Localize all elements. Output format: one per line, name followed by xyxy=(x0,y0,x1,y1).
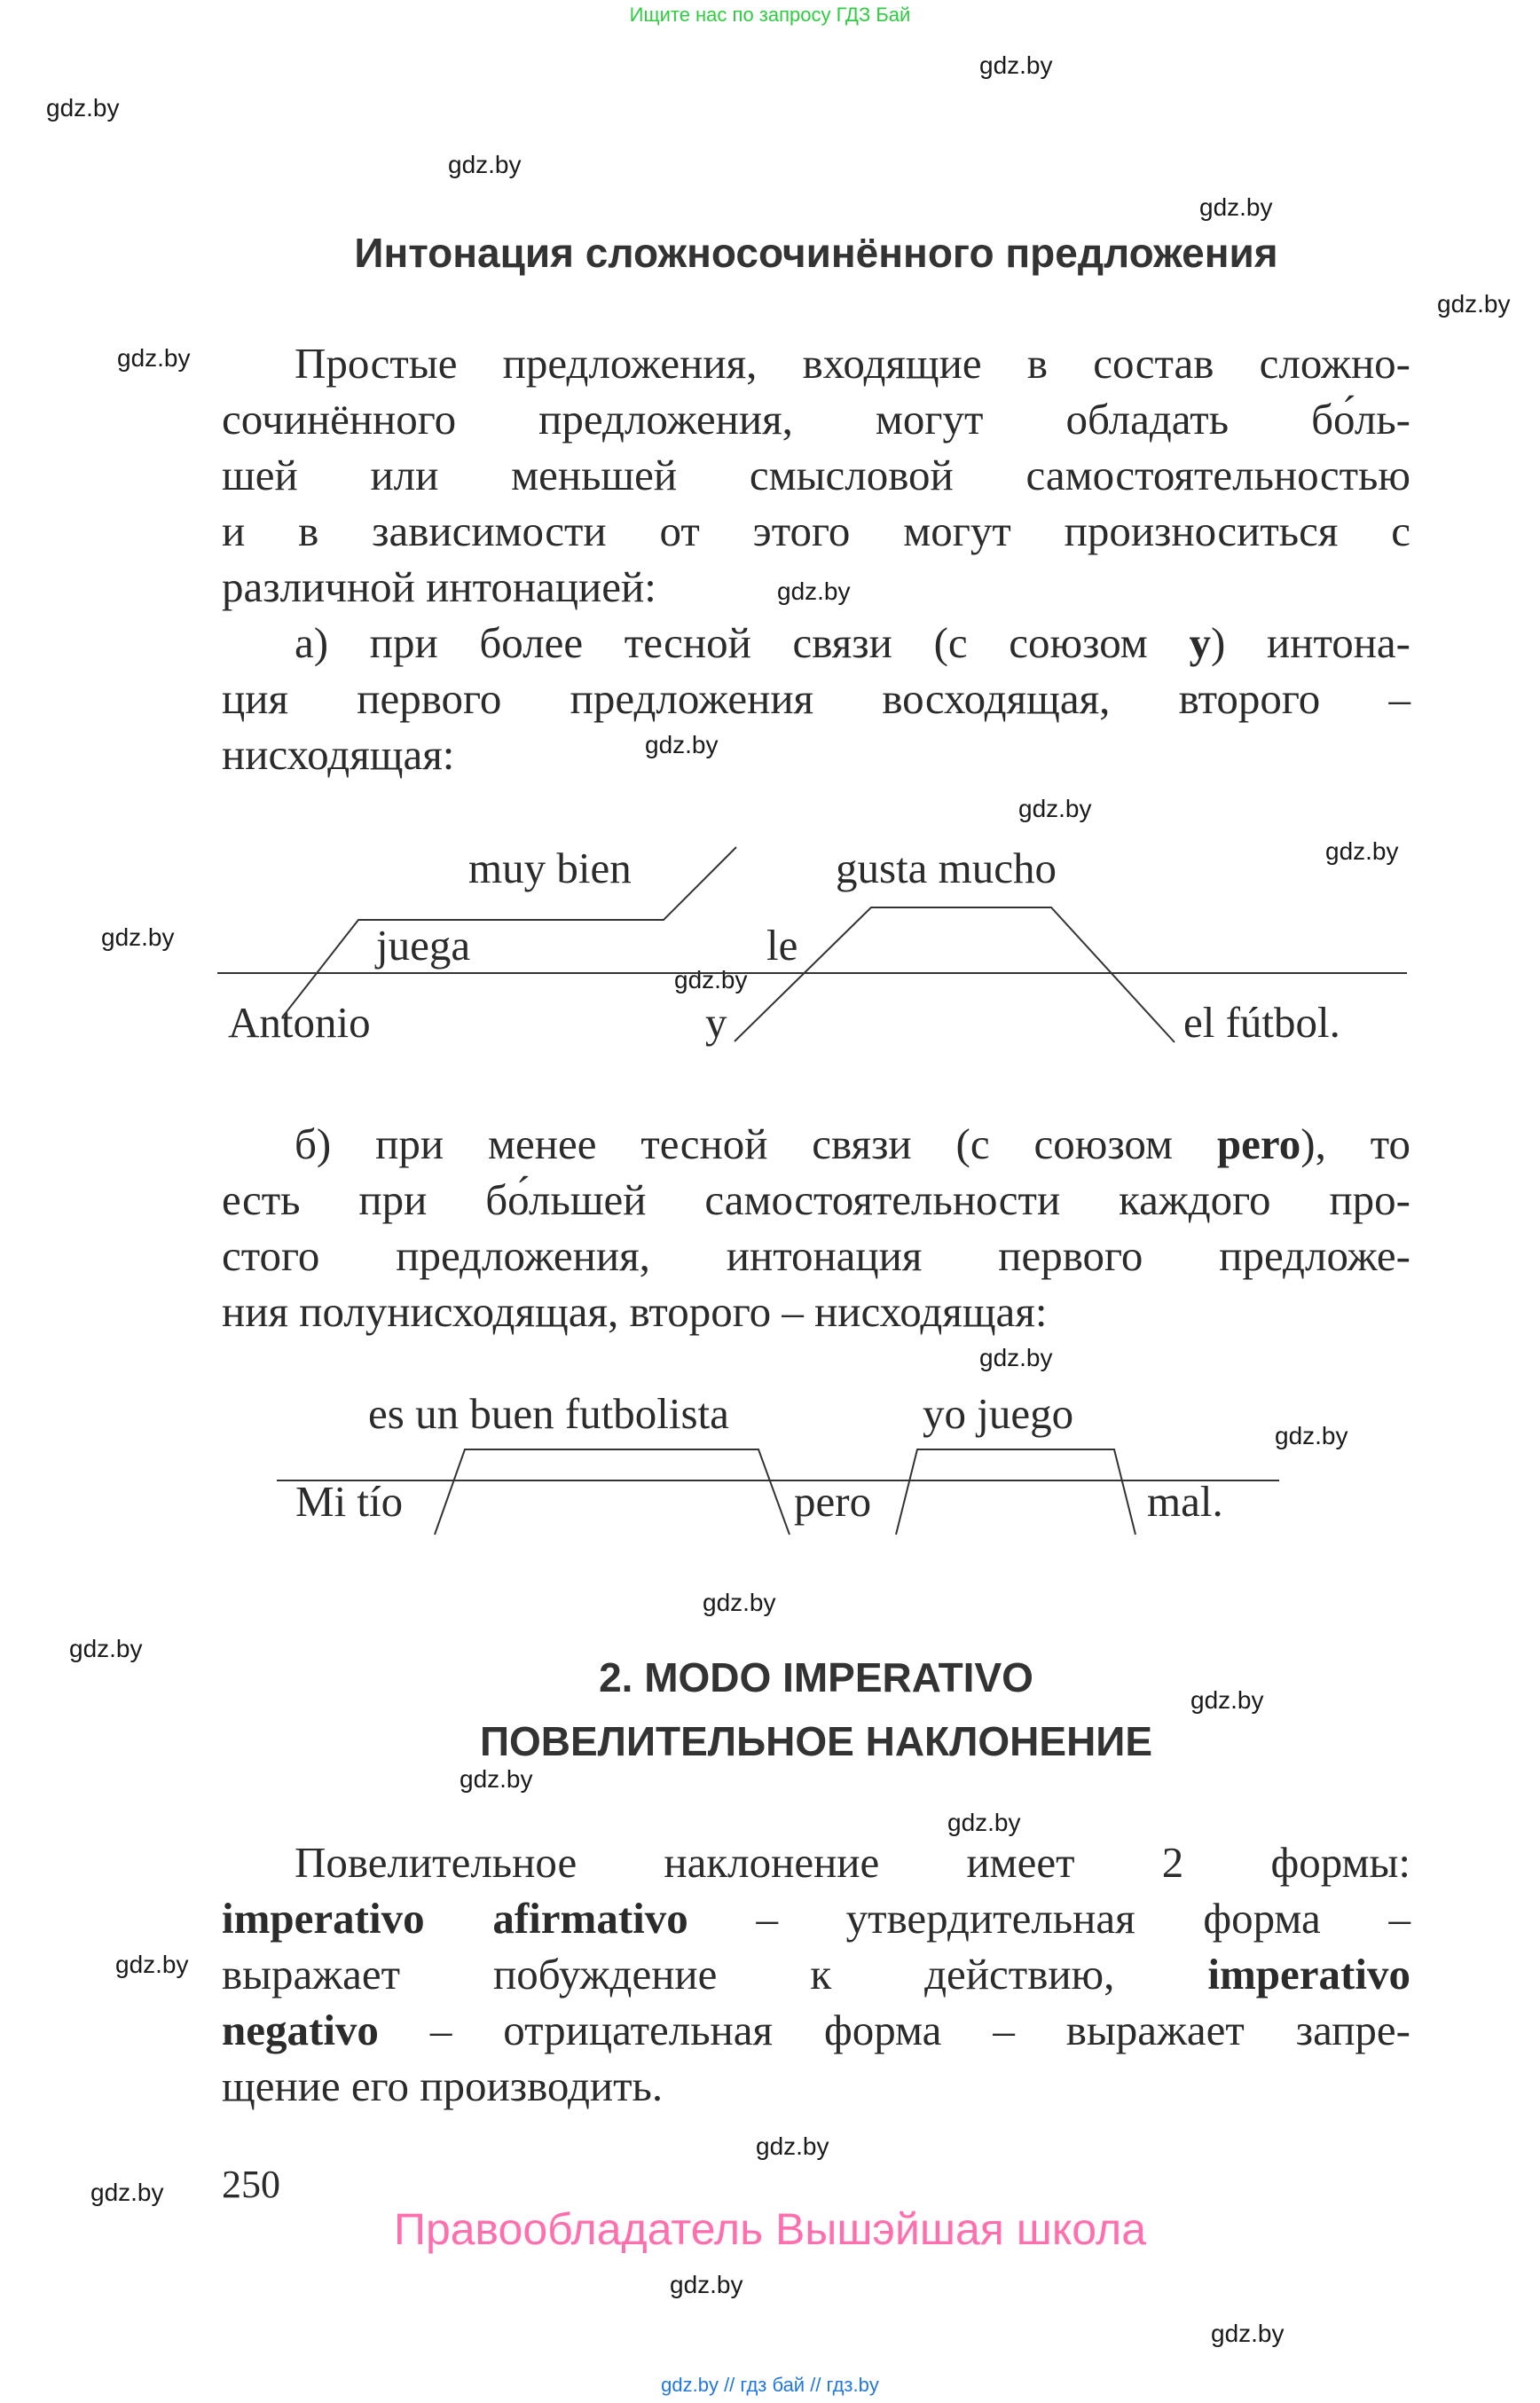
diagram-word: juega xyxy=(376,921,471,970)
text-fragment: выражает побуждение к действию, xyxy=(222,1950,1208,1999)
term-negativo: negativo xyxy=(222,2006,379,2054)
text-line: ция первого предложения восходящая, второго – xyxy=(222,674,1410,723)
text-line xyxy=(222,2002,1410,2058)
watermark: gdz.by xyxy=(756,2132,829,2160)
text-line: сочинённого предложения, могут обладать бо́ль- xyxy=(222,395,1410,444)
watermark: gdz.by xyxy=(979,51,1053,79)
watermark: gdz.by xyxy=(115,1951,189,1978)
watermark: gdz.by xyxy=(1211,2320,1285,2347)
conjunction-pero: pero xyxy=(1216,1119,1301,1168)
text-line: есть при бо́льшей самостоятельности каждого про- xyxy=(222,1175,1410,1224)
watermark: gdz.by xyxy=(46,94,120,122)
watermark: gdz.by xyxy=(777,577,851,605)
rights-holder: Правообладатель Вышэйшая школа xyxy=(394,2204,1146,2254)
term-imperativo-afirmativo: imperativo afirmativo xyxy=(222,1894,688,1943)
watermark: gdz.by xyxy=(90,2179,164,2206)
diagram-word: es un buen futbolista xyxy=(368,1389,729,1438)
text-line xyxy=(222,1946,1410,2002)
text-line: стого предложения, интонация первого предложе- xyxy=(222,1231,1410,1280)
watermark: gdz.by xyxy=(979,1344,1053,1371)
watermark: gdz.by xyxy=(947,1809,1021,1836)
diagram-word: muy bien xyxy=(468,844,632,892)
imperative-paragraph xyxy=(222,1834,1410,2114)
diagram-word: Mi tío xyxy=(295,1477,404,1526)
watermark: gdz.by xyxy=(101,923,175,951)
diagram-word: Antonio xyxy=(228,998,371,1047)
watermark: gdz.by xyxy=(1199,193,1273,221)
text-line: и в зависимости от этого могут произноситься с xyxy=(222,507,1410,555)
watermark: gdz.by xyxy=(703,1589,776,1616)
watermark: gdz.by xyxy=(1190,1686,1264,1714)
text-line: щение его производить. xyxy=(222,2061,664,2110)
conjunction-y: y xyxy=(1189,618,1211,667)
section-number-title: 2. MODO IMPERATIVO xyxy=(599,1654,1033,1700)
diagram-word: le xyxy=(766,921,798,970)
text-fragment: – отрицательная форма – выражает запре- xyxy=(378,2006,1410,2054)
term-imperativo: imperativo xyxy=(1207,1950,1410,1999)
page-number: 250 xyxy=(222,2163,280,2206)
watermark: gdz.by xyxy=(674,966,748,993)
search-hint-banner[interactable]: Ищите нас по запросу ГДЗ Бай xyxy=(629,4,911,26)
text-line: ния полунисходящая, второго – нисходящая: xyxy=(222,1287,1048,1336)
text-line xyxy=(222,1116,1410,1172)
text-fragment: ), то xyxy=(1300,1119,1410,1168)
section-subtitle: ПОВЕЛИТЕЛЬНОЕ НАКЛОНЕНИЕ xyxy=(479,1718,1153,1764)
text-fragment: б) при менее тесной связи (с союзом xyxy=(295,1119,1217,1168)
watermark: gdz.by xyxy=(1275,1422,1348,1449)
section-title: Интонация сложносочинённого предложения xyxy=(354,230,1278,276)
diagram-word: el fútbol. xyxy=(1183,998,1340,1047)
point-b-paragraph xyxy=(222,1116,1410,1339)
text-line: нисходящая: xyxy=(222,730,455,779)
watermark: gdz.by xyxy=(117,344,191,372)
text-fragment: ) интона- xyxy=(1211,618,1410,667)
watermark: gdz.by xyxy=(69,1635,143,1662)
footer-links[interactable]: gdz.by // гдз бай // гдз.by xyxy=(661,2374,879,2396)
text-line: Простые предложения, входящие в состав сложно- xyxy=(295,339,1410,388)
text-line xyxy=(222,1890,1410,1946)
text-line: Повелительное наклонение имеет 2 формы: xyxy=(295,1838,1410,1887)
diagram-word: gusta mucho xyxy=(836,844,1057,892)
half-falling-contour xyxy=(435,1449,790,1535)
falling-contour xyxy=(896,1449,1135,1535)
watermark: gdz.by xyxy=(1437,290,1511,318)
watermark: gdz.by xyxy=(460,1765,533,1793)
watermark: gdz.by xyxy=(645,731,719,758)
text-line: шей или меньшей смысловой самостоятельностью xyxy=(222,451,1410,499)
diagram-word: pero xyxy=(794,1477,872,1526)
watermark: gdz.by xyxy=(1018,795,1092,822)
watermark: gdz.by xyxy=(670,2271,743,2298)
text-line: различной интонацией: xyxy=(222,562,656,611)
diagram-word: y xyxy=(705,998,727,1047)
watermark: gdz.by xyxy=(448,151,522,178)
diagram-word: yo juego xyxy=(923,1389,1074,1438)
watermark: gdz.by xyxy=(1325,837,1399,865)
diagram-word: mal. xyxy=(1147,1477,1223,1526)
falling-contour xyxy=(735,907,1175,1042)
text-fragment: а) при более тесной связи (с союзом xyxy=(295,618,1190,667)
text-fragment: – утвердительная форма – xyxy=(688,1894,1410,1943)
